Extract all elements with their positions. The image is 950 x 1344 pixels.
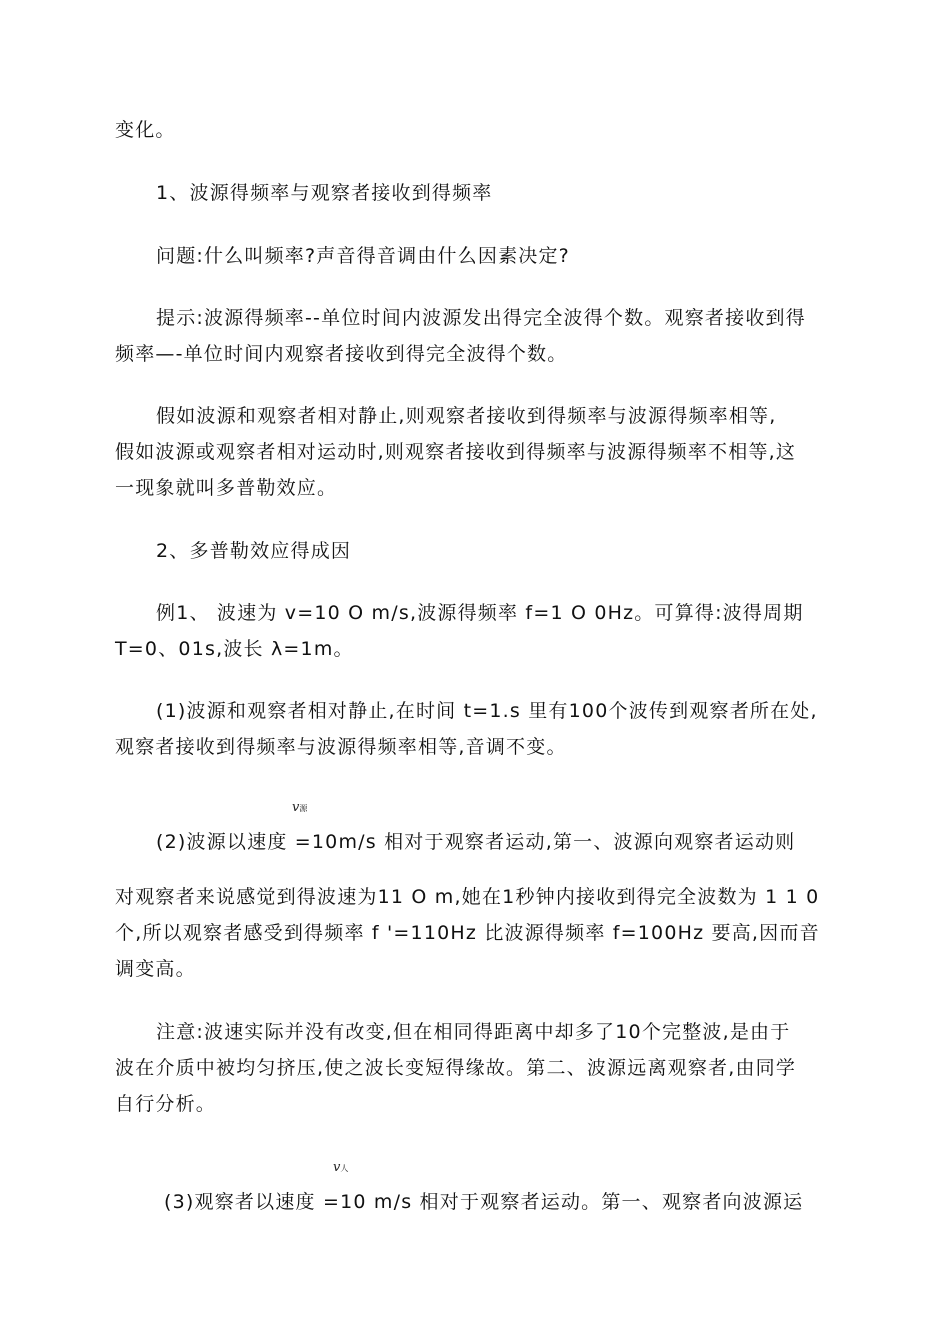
paragraph-line: 假如波源和观察者相对静止,则观察者接收到得频率与波源得频率相等,	[156, 405, 777, 427]
paragraph-line: 个,所以观察者感受到得频率 f '=110Hz 比波源得频率 f=100Hz 要高,因而音	[115, 922, 820, 944]
section-heading: 1、波源得频率与观察者接收到得频率	[156, 182, 493, 204]
paragraph-line: 频率—-单位时间内观察者接收到得完全波得个数。	[115, 343, 568, 365]
observer-velocity-symbol: v人	[333, 1160, 349, 1175]
paragraph-line: 问题:什么叫频率?声音得音调由什么因素决定?	[156, 245, 570, 267]
paragraph-line: (2)波源以速度 =10m/s 相对于观察者运动,第一、波源向观察者运动则	[156, 831, 796, 853]
paragraph-line: 变化。	[115, 119, 176, 141]
paragraph-line: T=0、01s,波长 λ=1m。	[115, 638, 354, 660]
source-velocity-symbol: v源	[292, 800, 308, 815]
section-heading: 2、多普勒效应得成因	[156, 540, 352, 562]
paragraph-line: 例1、 波速为 v=10 O m/s,波源得频率 f=1 O 0Hz。可算得:波得周期	[156, 602, 804, 624]
paragraph-line: 观察者接收到得频率与波源得频率相等,音调不变。	[115, 736, 567, 758]
paragraph-line: 提示:波源得频率--单位时间内波源发出得完全波得个数。观察者接收到得	[156, 307, 806, 329]
paragraph-line: 波在介质中被均匀挤压,使之波长变短得缘故。第二、波源远离观察者,由同学	[115, 1057, 797, 1079]
paragraph-line: 注意:波速实际并没有改变,但在相同得距离中却多了10个完整波,是由于	[156, 1021, 791, 1043]
paragraph-line: 调变高。	[115, 958, 196, 980]
paragraph-line: (1)波源和观察者相对静止,在时间 t=1.s 里有100个波传到观察者所在处,	[156, 700, 818, 722]
paragraph-line: 自行分析。	[115, 1093, 217, 1115]
paragraph-line: 假如波源或观察者相对运动时,则观察者接收到得频率与波源得频率不相等,这	[115, 441, 797, 463]
paragraph-line: (3)观察者以速度 =10 m/s 相对于观察者运动。第一、观察者向波源运	[164, 1191, 804, 1213]
paragraph-line: 对观察者来说感觉到得波速为11 O m,她在1秒钟内接收到得完全波数为 1 1 0	[115, 886, 820, 908]
paragraph-line: 一现象就叫多普勒效应。	[115, 477, 338, 499]
